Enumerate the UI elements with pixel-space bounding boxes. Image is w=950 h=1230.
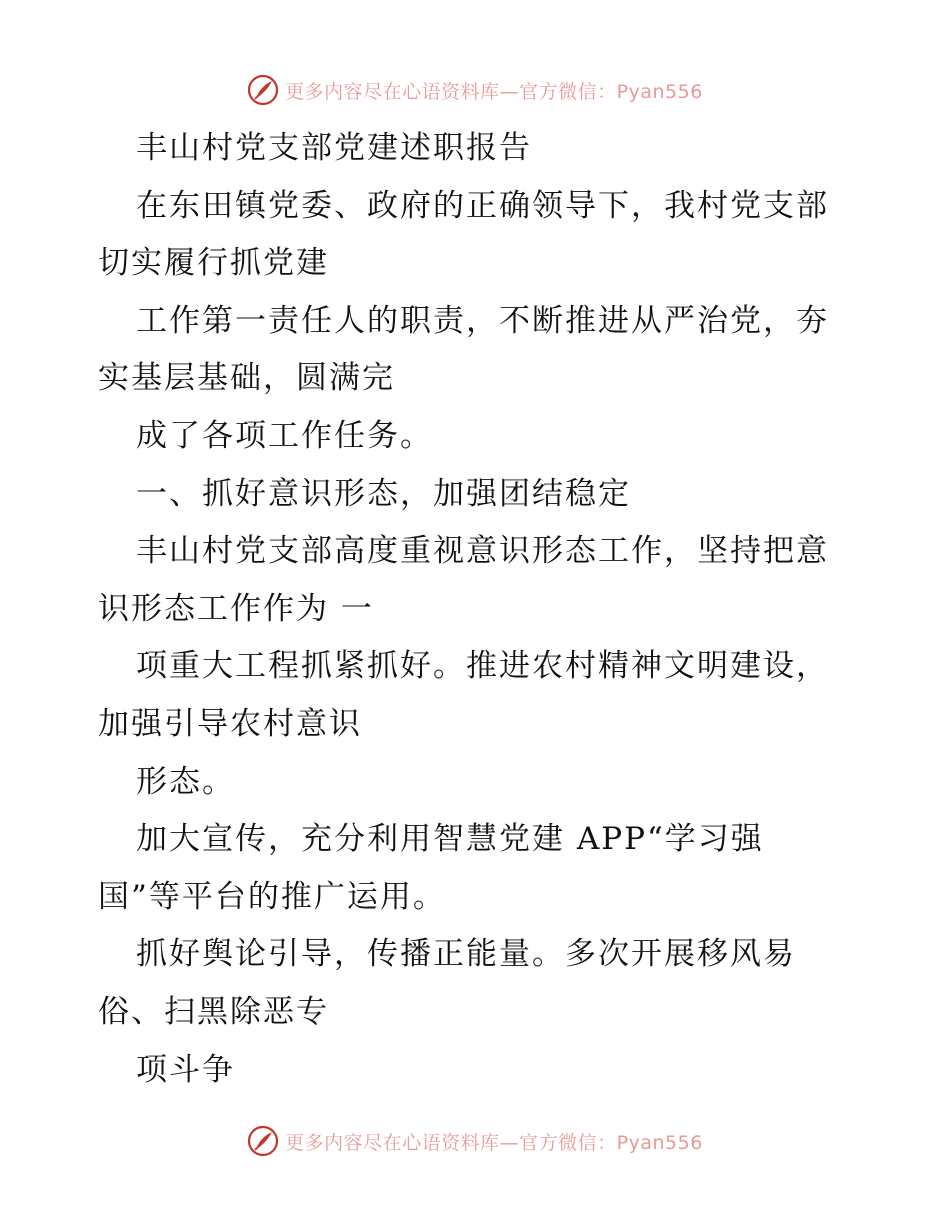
paragraph-line: 项重大工程抓紧抓好。推进农村精神文明建设， <box>136 648 829 685</box>
watermark-footer <box>0 1124 950 1158</box>
paragraph-line: 成了各项工作任务。 <box>136 417 433 454</box>
paragraph-line: 加强引导农村意识 <box>98 705 362 742</box>
paragraph-line: 切实履行抓党建 <box>98 245 329 282</box>
paragraph-line: 丰山村党支部高度重视意识形态工作，坚持把意 <box>136 533 829 570</box>
paragraph-line: 国”等平台的推广运用。 <box>98 878 446 915</box>
paragraph-line: 在东田镇党委、政府的正确领导下，我村党支部 <box>136 187 829 224</box>
paragraph-line: 形态。 <box>136 763 235 800</box>
watermark-text: 更多内容尽在心语资料库—官方微信：Pyan556 <box>285 80 703 103</box>
quill-logo-icon <box>247 1125 279 1157</box>
paragraph-line: 实基层基础，圆满完 <box>98 360 395 397</box>
watermark-text: 更多内容尽在心语资料库—官方微信：Pyan556 <box>285 1131 703 1154</box>
document-body <box>98 120 868 1099</box>
paragraph-line: 识形态工作作为 一 <box>98 590 374 627</box>
paragraph-line: 俗、扫黑除恶专 <box>98 993 329 1030</box>
paragraph-line: 工作第一责任人的职责，不断推进从严治党，夯 <box>136 302 829 339</box>
paragraph-line: 加大宣传，充分利用智慧党建 APP“学习强 <box>136 821 764 858</box>
section-heading: 一、抓好意识形态，加强团结稳定 <box>136 475 631 512</box>
paragraph-line: 抓好舆论引导，传播正能量。多次开展移风易 <box>136 936 796 973</box>
paragraph-line: 项斗争 <box>136 1051 235 1088</box>
watermark-header <box>0 73 950 107</box>
document-title: 丰山村党支部党建述职报告 <box>136 130 532 166</box>
quill-logo-icon <box>247 74 279 106</box>
